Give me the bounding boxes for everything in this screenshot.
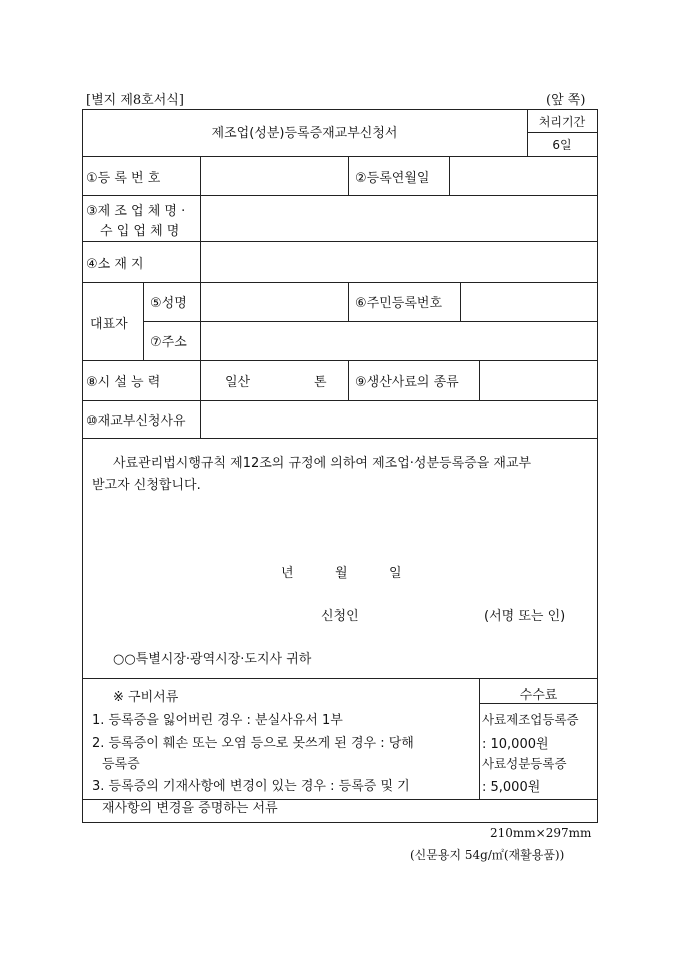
page-side-label: (앞 쪽) — [546, 93, 586, 108]
fee-manufacturing-amount: : 10,000원 — [482, 737, 549, 752]
reissue-reason-label: ⑩재교부신청사유 — [86, 414, 186, 429]
document-item-1: 1. 등록증을 잃어버린 경우 : 분실사유서 1부 — [92, 713, 343, 728]
facility-capacity-label: ⑧시 설 능 력 — [86, 375, 161, 390]
date-day-label: 일 — [389, 566, 402, 581]
location-label: ④소 재 지 — [86, 257, 144, 272]
feed-type-field[interactable] — [480, 361, 597, 400]
statement-line-2: 받고자 신청합니다. — [92, 478, 201, 493]
registration-date-field[interactable] — [450, 157, 597, 195]
processing-period-label: 처리기간 — [538, 115, 586, 129]
document-item-2: 2. 등록증이 훼손 또는 오염 등으로 못쓰게 된 경우 : 당해 — [92, 736, 414, 751]
representative-label: 대표자 — [90, 317, 128, 332]
recipient-label: ○○특별시장·광역시장·도지사 귀하 — [113, 652, 312, 667]
feed-type-label: ⑨생산사료의 종류 — [355, 375, 459, 390]
documents-heading: ※ 구비서류 — [113, 690, 179, 705]
resident-number-field[interactable] — [461, 283, 597, 321]
reissue-reason-field[interactable] — [201, 401, 597, 438]
registration-number-field[interactable] — [201, 157, 348, 195]
form-number-label: [별지 제8호서식] — [86, 93, 184, 108]
address-field[interactable] — [201, 322, 597, 360]
ton-unit-label: 톤 — [314, 375, 327, 390]
signature-label: (서명 또는 인) — [484, 609, 566, 624]
name-label: ⑤성명 — [150, 296, 187, 311]
address-label: ⑦주소 — [150, 335, 187, 350]
date-month-label: 월 — [335, 566, 348, 581]
name-field[interactable] — [201, 283, 348, 321]
location-field[interactable] — [201, 242, 597, 282]
importer-name-label: 수 입 업 체 명 — [100, 224, 180, 239]
fee-ingredient-amount: : 5,000원 — [482, 780, 541, 795]
statement-line-1: 사료관리법시행규칙 제12조의 규정에 의하여 제조업·성분등록증을 재교부 — [113, 456, 532, 471]
registration-date-label: ②등록연월일 — [355, 171, 430, 186]
document-item-2-continued: 등록증 — [102, 757, 140, 772]
paper-size-label: 210mm×297mm — [490, 826, 592, 840]
registration-number-label: ①등 록 번 호 — [86, 171, 161, 186]
company-name-field[interactable] — [201, 196, 597, 241]
fee-manufacturing-label: 사료제조업등록증 — [482, 712, 579, 727]
paper-type-label: (신문용지 54g/㎡(재활용품)) — [410, 848, 565, 862]
applicant-label: 신청인 — [321, 609, 359, 624]
document-item-3-continued: 재사항의 변경을 증명하는 서류 — [102, 801, 278, 816]
daily-output-label: 일산 — [225, 375, 251, 390]
resident-number-label: ⑥주민등록번호 — [355, 296, 443, 311]
company-name-label: ③제 조 업 체 명 · — [86, 204, 186, 219]
fee-ingredient-label: 사료성분등록증 — [482, 756, 567, 771]
date-year-label: 년 — [281, 566, 294, 581]
document-item-3: 3. 등록증의 기재사항에 변경이 있는 경우 : 등록증 및 기 — [92, 779, 410, 794]
fee-heading: 수수료 — [519, 688, 558, 703]
processing-period-value: 6일 — [552, 138, 572, 152]
form-title: 제조업(성분)등록증재교부신청서 — [211, 126, 398, 141]
